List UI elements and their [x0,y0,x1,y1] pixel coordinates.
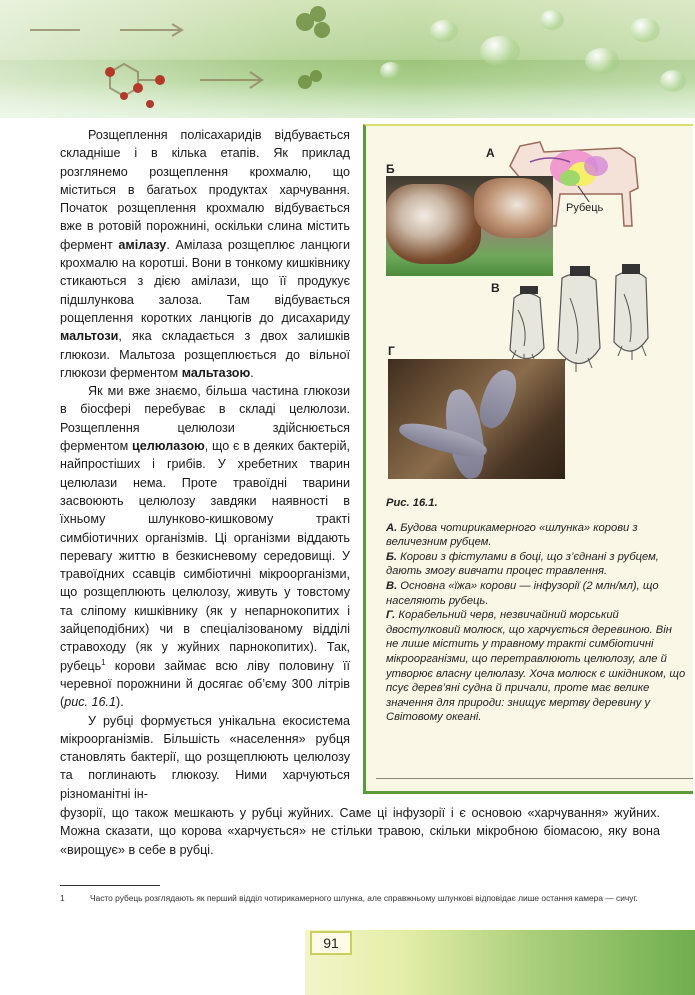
molecule-chain-illustration [0,0,380,118]
text-run: Розщеплення полісахаридів відбувається складніше і в кілька етапів. Як приклад розглянемо розщеплення крохмалю, що міститься в багатьох продуктах харчування. Початок розщеплення крохмалю відбувається вже в ротовій порожнині, оскільки слина містить фермент [60,128,350,252]
rumen-label: Рубець [566,202,604,214]
caption-key: Б. [386,550,398,563]
term-maltase: мальтазою [181,365,251,380]
text-run: , що є в деяких бактерій, найпростіших і грибів. У хребетних тварин целюлази нема. Проте травоїдні тварини засвоюють целюлозу завдяки наявності в їхньому шлунково-кишковому тракті симбіотичних організмів. Ці організми віддають перевагу життю в безкисневому середовищі. У травоїдних ссавців симбіотичні мікроорганізми, що розщеплюють целюлозу, живуть у товстому та сліпому кишківнику (як у непарнокопитих і зайцеподібних) чи в спеціалізованому відділі стравоходу (як у жуйних парнокопитих). Так, рубець [60,439,350,673]
cow-shape [474,178,552,238]
term-maltose: мальтози [60,329,119,344]
caption-item-g [386,608,686,725]
water-drop [430,20,458,42]
term-cellulase: целюлазою [132,439,205,454]
caption-text: Корови з фістулами в боці, що з’єднані з рубцем, дають змогу вивчати процес травлення. [386,550,659,578]
caption-item-a [386,521,686,550]
caption-text: Корабельний черв, незвичайний морський двостулковий молюск, що харчується деревиною. Він не лише містить у травному тракті симбіотичні мікроорганізми, що перетравлюють целюлозу, але й утворює власну целюлазу. Хоча молюск є шкідником, що псує дерев’яні судна й причали, проте має велике значення для природи: знищує мертву деревину у Світовому океані. [386,609,686,724]
figure-reference[interactable]: рис. 16.1 [64,695,117,710]
footnote-text: Часто рубець розглядають як перший відділ чотирикамерного шлунка, але справжньому шлункові відповідає лише остання камера — сичуг. [90,893,638,903]
figure-label-a: А [486,146,495,160]
paragraph-starch [60,126,350,382]
cow-shape [386,184,481,264]
page-footer-bar [305,930,695,995]
caption-key: А. [386,521,398,534]
wide-text-continuation [60,804,660,859]
caption-key: В. [386,579,398,592]
text-run: , яка складається з двох залишків глюкози. Мальтоза розщеплюється до вільної глюкози ферментом [60,329,350,380]
caption-item-v [386,579,686,608]
figure-label-v: В [491,281,500,295]
footnote-marker[interactable]: 1 [101,657,106,667]
water-drop [660,70,686,92]
worm-shape [474,366,523,433]
figure-label-g: Г [388,344,395,358]
term-amylase: амілазу [118,237,167,252]
left-column-text [60,126,350,803]
paragraph-continuation: фузорії, що також мешкають у рубці жуйних. Саме ці інфузорії і є основою «харчування» жуйних. Можна сказати, що корова «харчується» не стільки травою, скільки мікробною біомасою, яку вона «вирощує» в себе в рубці. [60,806,660,857]
water-drop [585,48,619,74]
text-run: . Амілаза розщеплює ланцюги крохмалю на коротші. Вони в тонкому кишківнику стикаються з дією амілази, що її продукує підшлункова залоза. Там відбувається рощеплення коротких ланцюгів до дисахариду [60,237,350,325]
text-run: ). [116,695,124,710]
caption-key: Г. [386,609,396,622]
footnote-separator [60,885,160,886]
figure-label-b: Б [386,162,395,176]
text-run: У рубці формується унікальна екосистема мікроорганізмів. Більшість «населення» рубця становлять бактерії, що розщеплюють целюлозу та поглинають глюкозу. Ними харчуються різноманітні ін- [60,713,350,801]
shipworm-photo [388,359,565,479]
water-drop [380,62,402,80]
water-drop [480,36,520,66]
paragraph-rumen-ecosystem [60,712,350,803]
header-banner [0,0,695,118]
footnote-number: 1 [60,893,65,903]
caption-text: Будова чотирикамерного «шлунка» корови з величезним рубцем. [386,521,638,549]
figure-16-1-box [363,124,693,794]
water-drop [630,18,660,42]
text-run: корови займає всю ліву половину її черевної порожнини й досягає об’єму 300 літрів ( [60,658,350,710]
footnote [60,893,640,904]
caption-item-b [386,550,686,579]
text-run: Як ми вже знаємо, більша частина глюкози в біосфері перебуває в складі целюлози. Розщеплення целюлози здійснюється ферментом [60,384,350,454]
text-run: . [250,365,254,380]
water-drop [540,10,564,30]
figure-bottom-rule [376,778,693,779]
caption-title: Рис. 16.1. [386,497,438,509]
paragraph-cellulose [60,382,350,711]
figure-caption [386,496,686,725]
caption-text: Основна «їжа» корови — інфузорії (2 млн/мл), що населяють рубець. [386,579,659,607]
page-number: 91 [310,931,352,955]
